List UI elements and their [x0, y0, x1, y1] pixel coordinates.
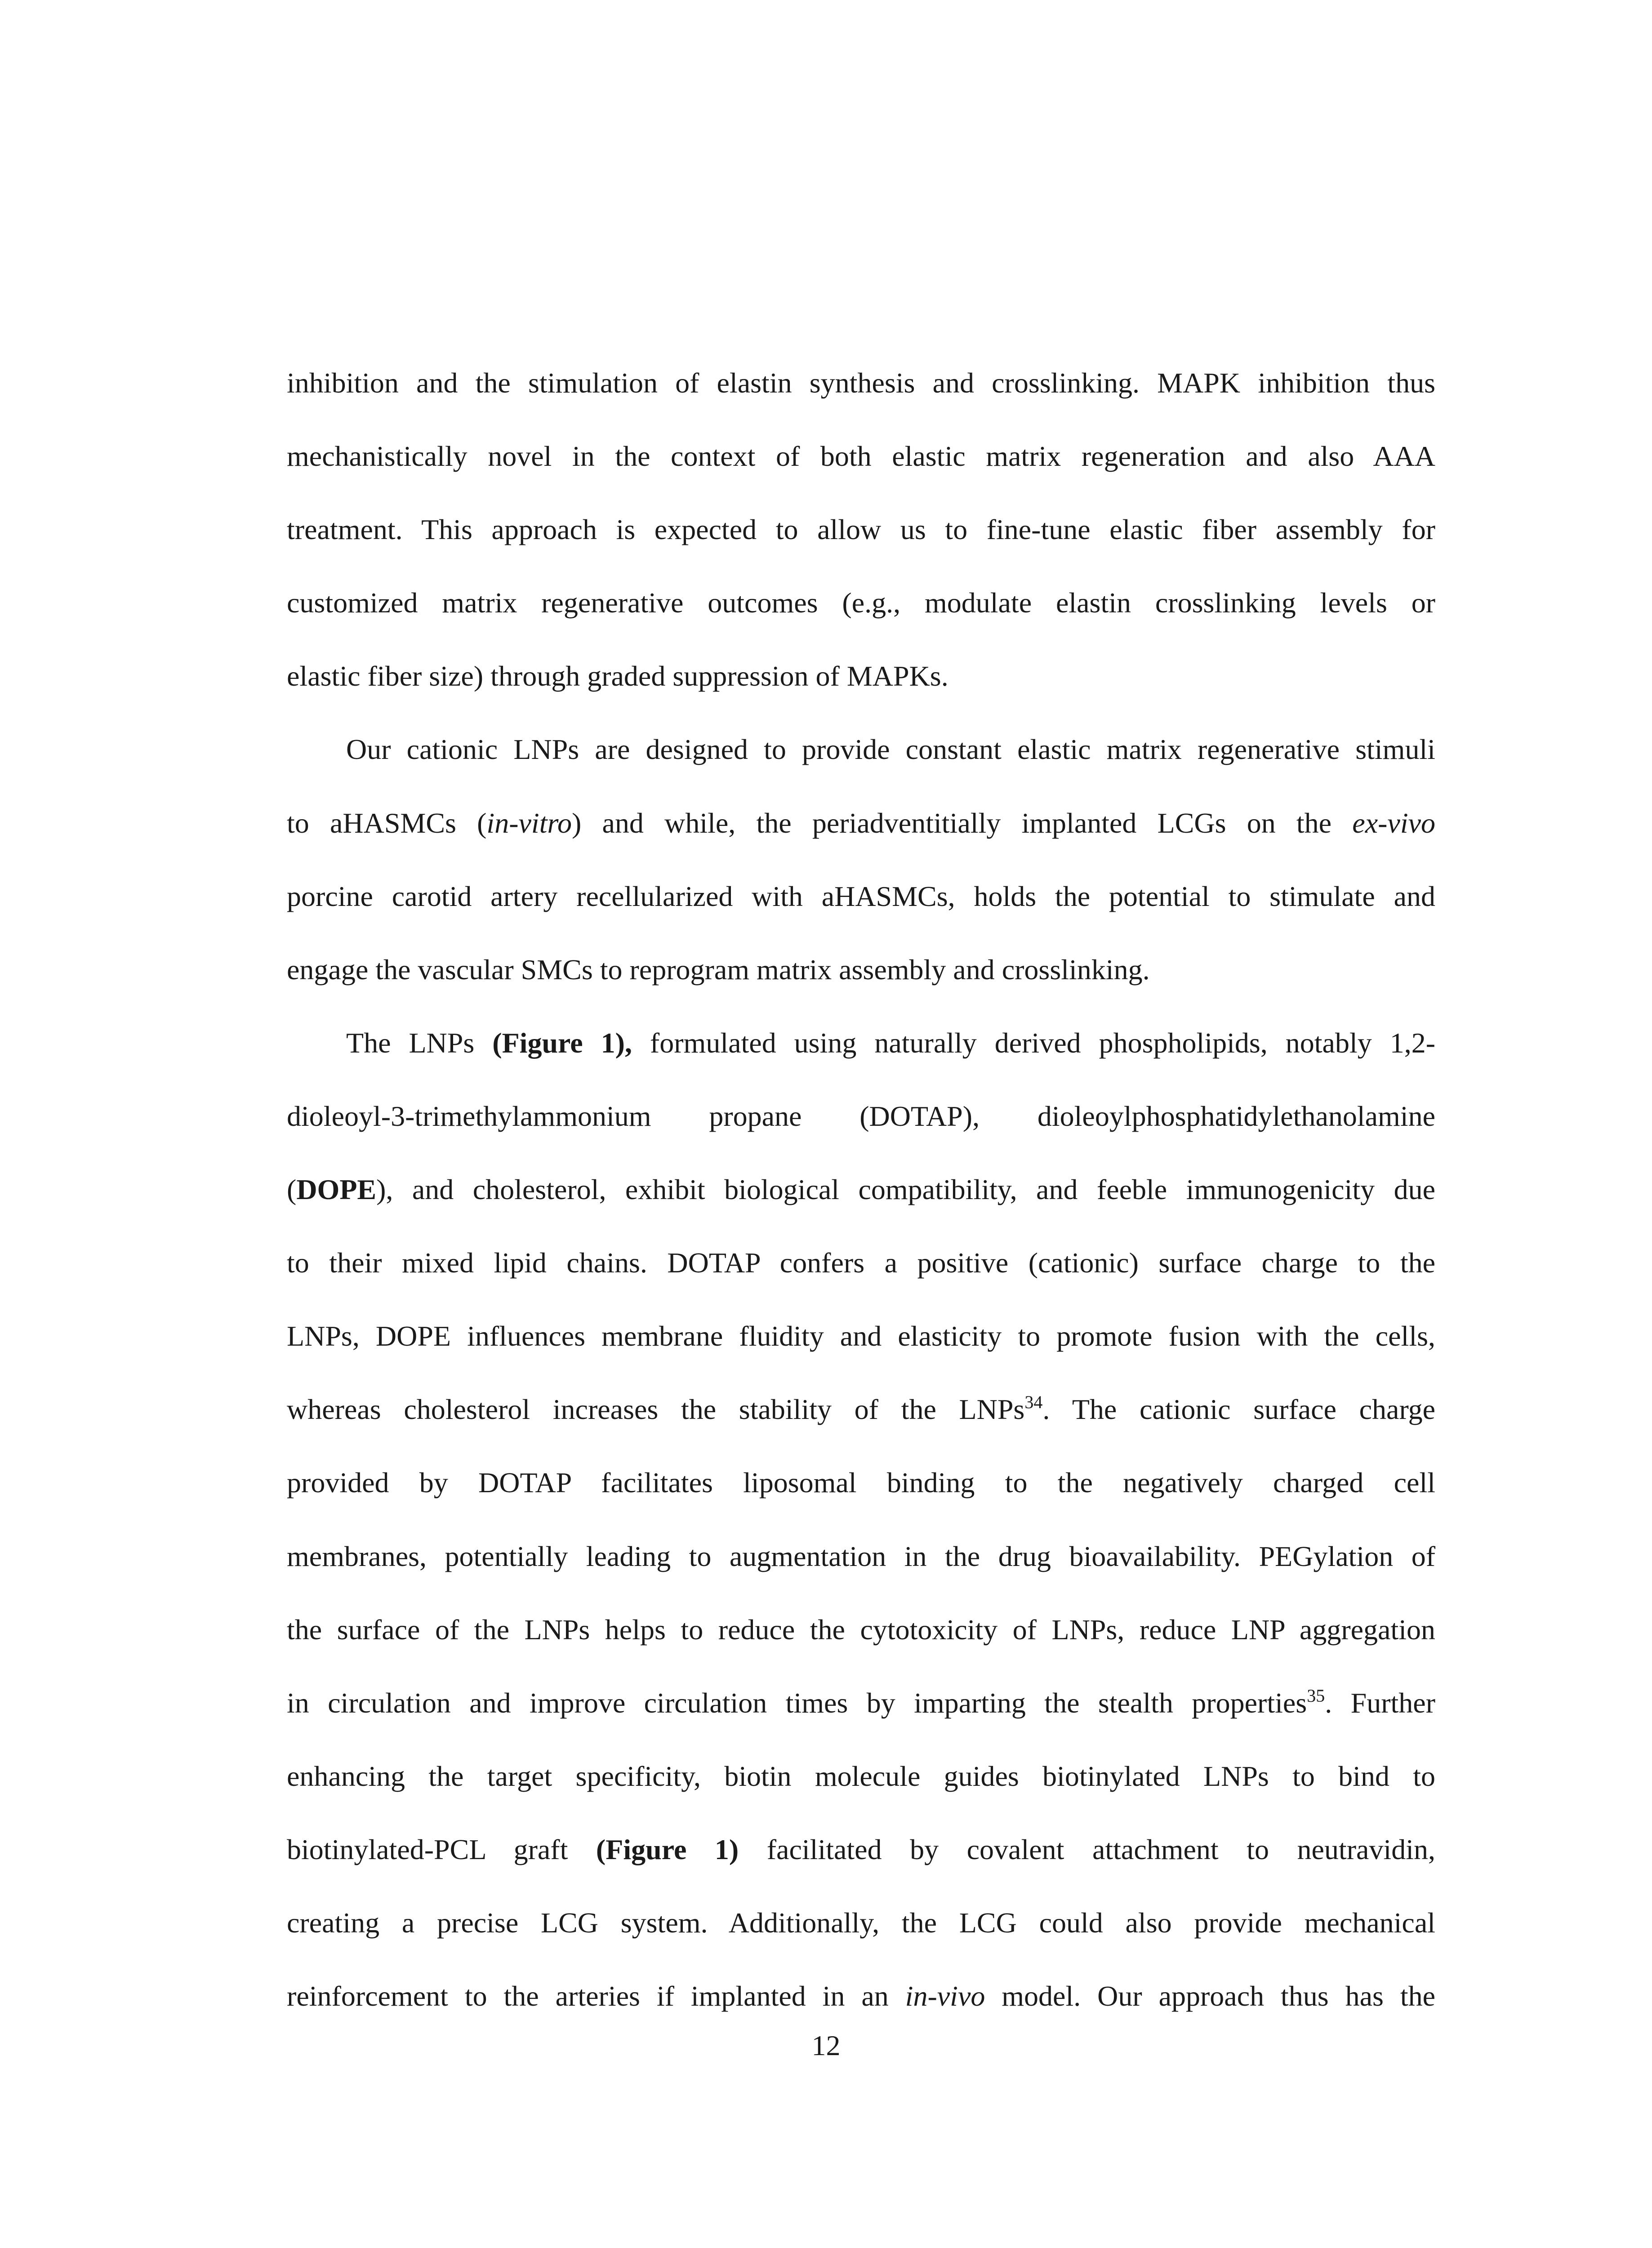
text-line: to their mixed lipid chains. DOTAP confers a positive (cationic) surface charge to the	[287, 1247, 1435, 1279]
bold-term: DOPE	[296, 1173, 377, 1206]
page-number: 12	[811, 2029, 841, 2061]
italic-term: in-vitro	[486, 807, 572, 839]
text-line: customized matrix regenerative outcomes (e.g., modulate elastin crosslinking levels or	[287, 587, 1435, 619]
text-run: ) and while, the periadventitially implanted LCGs on the	[572, 807, 1353, 839]
text-run: in circulation and improve circulation times by imparting the stealth properties	[287, 1686, 1307, 1719]
body-text	[287, 346, 1435, 2033]
text-line	[287, 1006, 1435, 1079]
text-run: to aHASMCs (	[287, 807, 487, 839]
text-run: facilitated by covalent attachment to neutravidin,	[739, 1833, 1435, 1865]
paragraph	[287, 1006, 1435, 2033]
citation-superscript: 34	[1024, 1392, 1043, 1413]
text-line: LNPs, DOPE influences membrane fluidity and elasticity to promote fusion with the cells,	[287, 1320, 1435, 1352]
italic-term: ex-vivo	[1352, 807, 1436, 839]
text-line: creating a precise LCG system. Additionally, the LCG could also provide mechanical	[287, 1906, 1435, 1939]
figure-reference: (Figure 1)	[596, 1833, 739, 1865]
text-line: porcine carotid artery recellularized with aHASMCs, holds the potential to stimulate and	[287, 880, 1435, 912]
text-line	[287, 1813, 1435, 1886]
text-run: . The cationic surface charge	[1042, 1393, 1436, 1426]
text-run: The LNPs	[346, 1026, 493, 1059]
text-line: the surface of the LNPs helps to reduce the cytotoxicity of LNPs, reduce LNP aggregation	[287, 1613, 1435, 1646]
text-run: ), and cholesterol, exhibit biological compatibility, and feeble immunogenicity due	[376, 1173, 1435, 1206]
text-line	[287, 1153, 1435, 1226]
text-run: . Further	[1325, 1686, 1436, 1719]
text-line: mechanistically novel in the context of both elastic matrix regeneration and also AAA	[287, 440, 1435, 473]
paragraph	[287, 346, 1435, 713]
text-line	[287, 786, 1435, 860]
text-run: formulated using naturally derived phospholipids, notably 1,2-	[632, 1026, 1436, 1059]
text-line: Our cationic LNPs are designed to provide constant elastic matrix regenerative stimuli	[346, 733, 1435, 766]
paragraph	[287, 713, 1435, 1006]
text-run: whereas cholesterol increases the stability of the LNPs	[287, 1393, 1025, 1426]
text-line: engage the vascular SMCs to reprogram matrix assembly and crosslinking.	[287, 953, 1150, 986]
text-run: (	[287, 1173, 297, 1206]
text-line	[287, 1666, 1435, 1740]
text-line: elastic fiber size) through graded suppression of MAPKs.	[287, 660, 948, 692]
text-line	[287, 1373, 1435, 1446]
text-line: inhibition and the stimulation of elastin synthesis and crosslinking. MAPK inhibition thus	[287, 367, 1435, 399]
figure-reference: (Figure 1),	[492, 1026, 632, 1059]
text-line: enhancing the target specificity, biotin molecule guides biotinylated LNPs to bind to	[287, 1760, 1435, 1792]
text-run: model. Our approach thus has the	[985, 1980, 1435, 2012]
citation-superscript: 35	[1307, 1685, 1325, 1706]
text-line: dioleoyl-3-trimethylammonium propane (DOTAP), dioleoylphosphatidylethanolamine	[287, 1100, 1435, 1132]
text-run: biotinylated-PCL graft	[287, 1833, 596, 1865]
text-line: treatment. This approach is expected to allow us to fine-tune elastic fiber assembly for	[287, 513, 1435, 546]
text-line: membranes, potentially leading to augmentation in the drug bioavailability. PEGylation of	[287, 1540, 1435, 1572]
text-run: reinforcement to the arteries if implanted in an	[287, 1980, 905, 2012]
italic-term: in-vivo	[905, 1980, 985, 2012]
text-line: provided by DOTAP facilitates liposomal binding to the negatively charged cell	[287, 1467, 1435, 1499]
text-line	[287, 1959, 1435, 2033]
